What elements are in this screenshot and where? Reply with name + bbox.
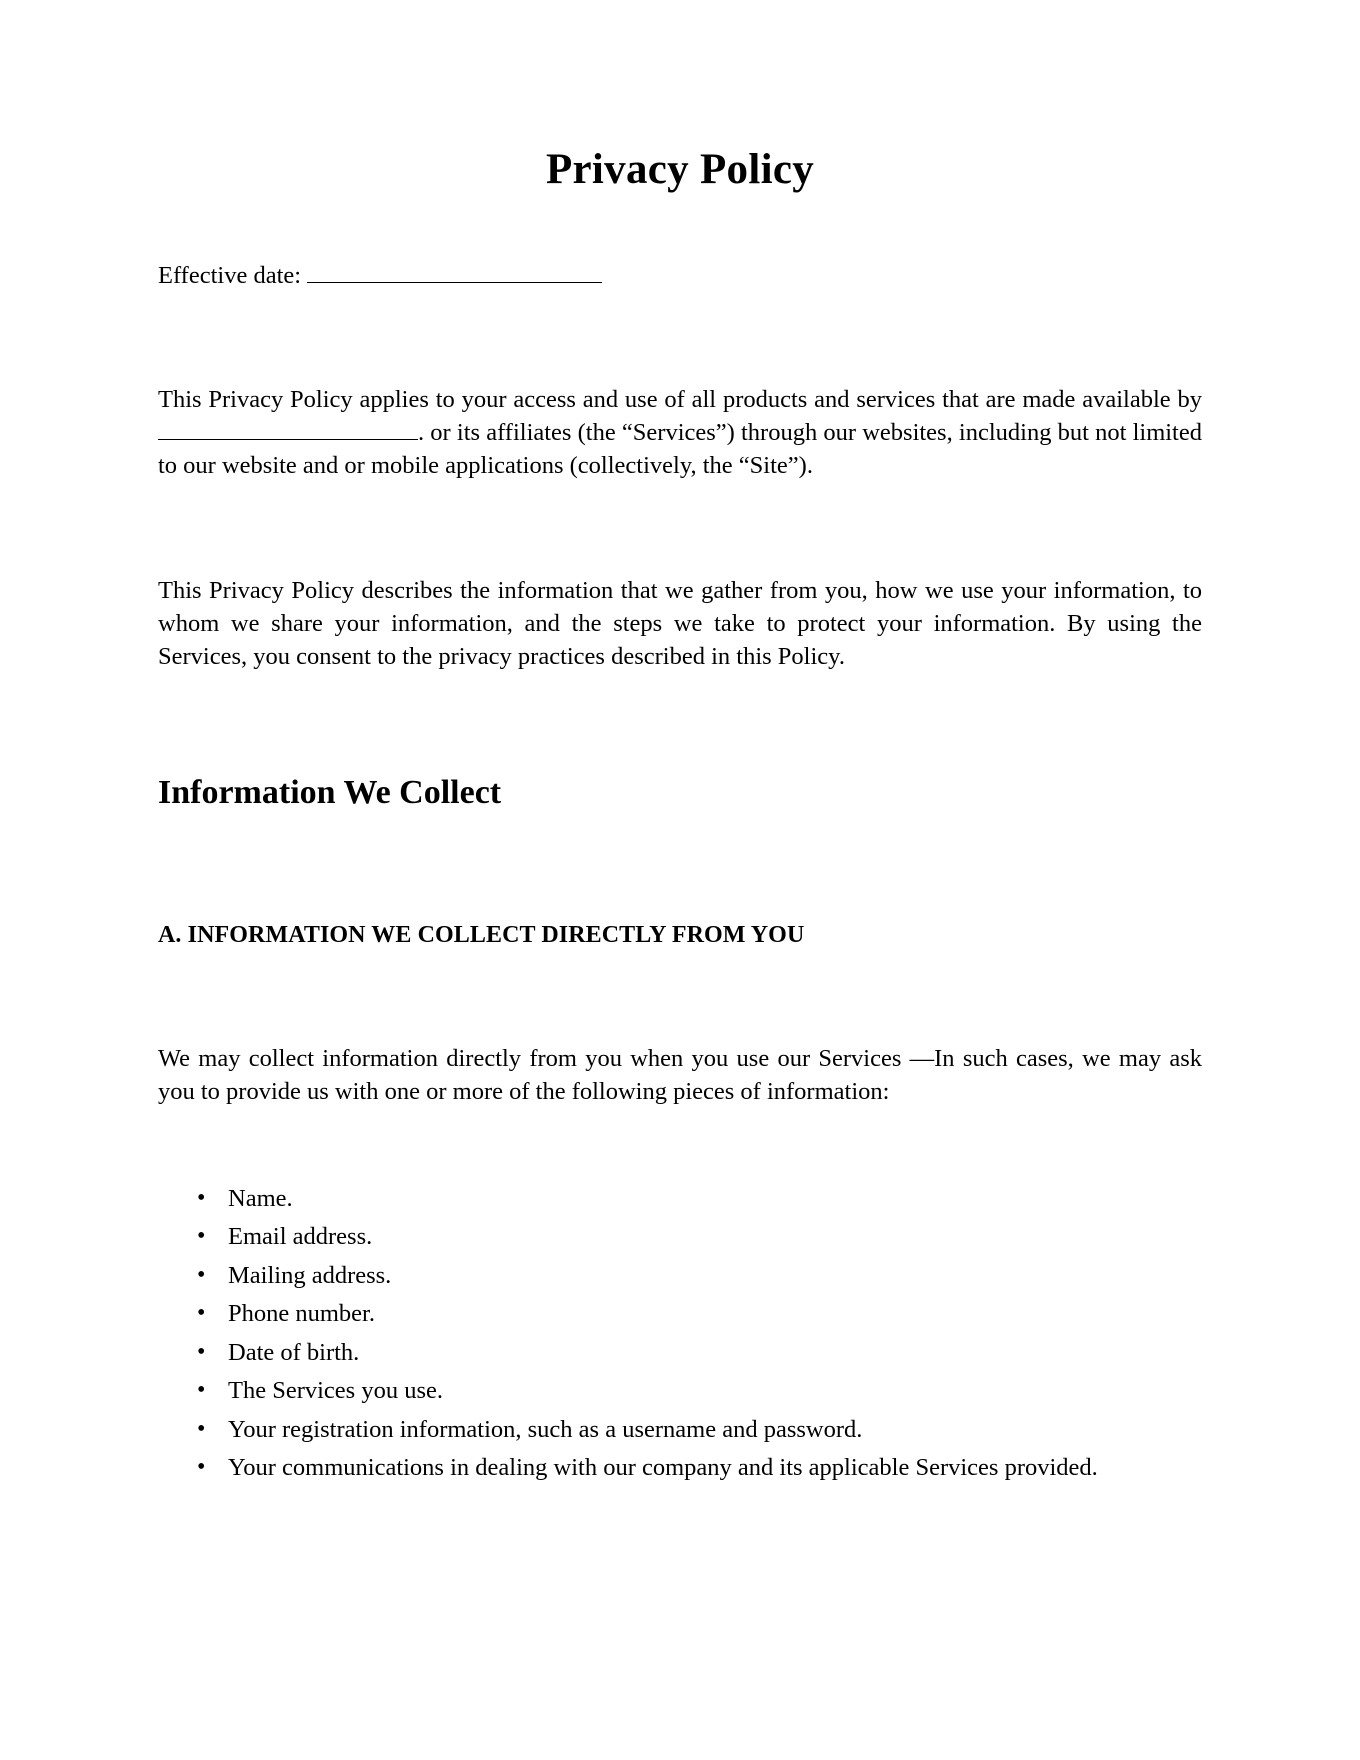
intro-paragraph <box>158 384 1202 482</box>
company-name-blank-field[interactable] <box>158 439 418 440</box>
document-body <box>158 0 1202 1495</box>
intro-paragraph-text-before-blank: This Privacy Policy applies to your access and use of all products and services that are made available by <box>158 386 1202 413</box>
effective-date-line <box>158 262 1202 290</box>
effective-date-blank-field[interactable] <box>307 282 602 283</box>
list-item: • Your communications in dealing with our company and its applicable Services provided. <box>158 1456 1202 1481</box>
intro-paragraph-text-after-blank: . or its affiliates (the “Services”) through our websites, including but not limited to our website and or mobile applications (collectively, the “Site”). <box>158 418 1202 479</box>
collection-paragraph: We may collect information directly from you when you use our Services —In such cases, we may ask you to provide us with one or more of the following pieces of information: <box>158 1044 1202 1105</box>
description-paragraph: This Privacy Policy describes the information that we gather from you, how we use your information, to whom we share your information, and the steps we take to protect your information. By using the Services, you consent to the privacy practices described in this Policy. <box>158 577 1202 671</box>
list-item: • The Services you use. <box>158 1379 1202 1404</box>
list-item: • Name. <box>158 1187 1202 1212</box>
effective-date-label: Effective date: <box>158 262 302 289</box>
section-heading-information-we-collect: Information We Collect <box>158 773 502 811</box>
collected-information-list <box>158 1109 1202 1481</box>
list-item: • Mailing address. <box>158 1264 1202 1289</box>
list-item: • Date of birth. <box>158 1341 1202 1366</box>
list-item: • Email address. <box>158 1225 1202 1250</box>
list-item: • Your registration information, such as a username and password. <box>158 1418 1202 1443</box>
subsection-heading-a: A. INFORMATION WE COLLECT DIRECTLY FROM YOU <box>158 921 805 948</box>
page-title: Privacy Policy <box>545 146 815 193</box>
list-item: • Phone number. <box>158 1302 1202 1327</box>
